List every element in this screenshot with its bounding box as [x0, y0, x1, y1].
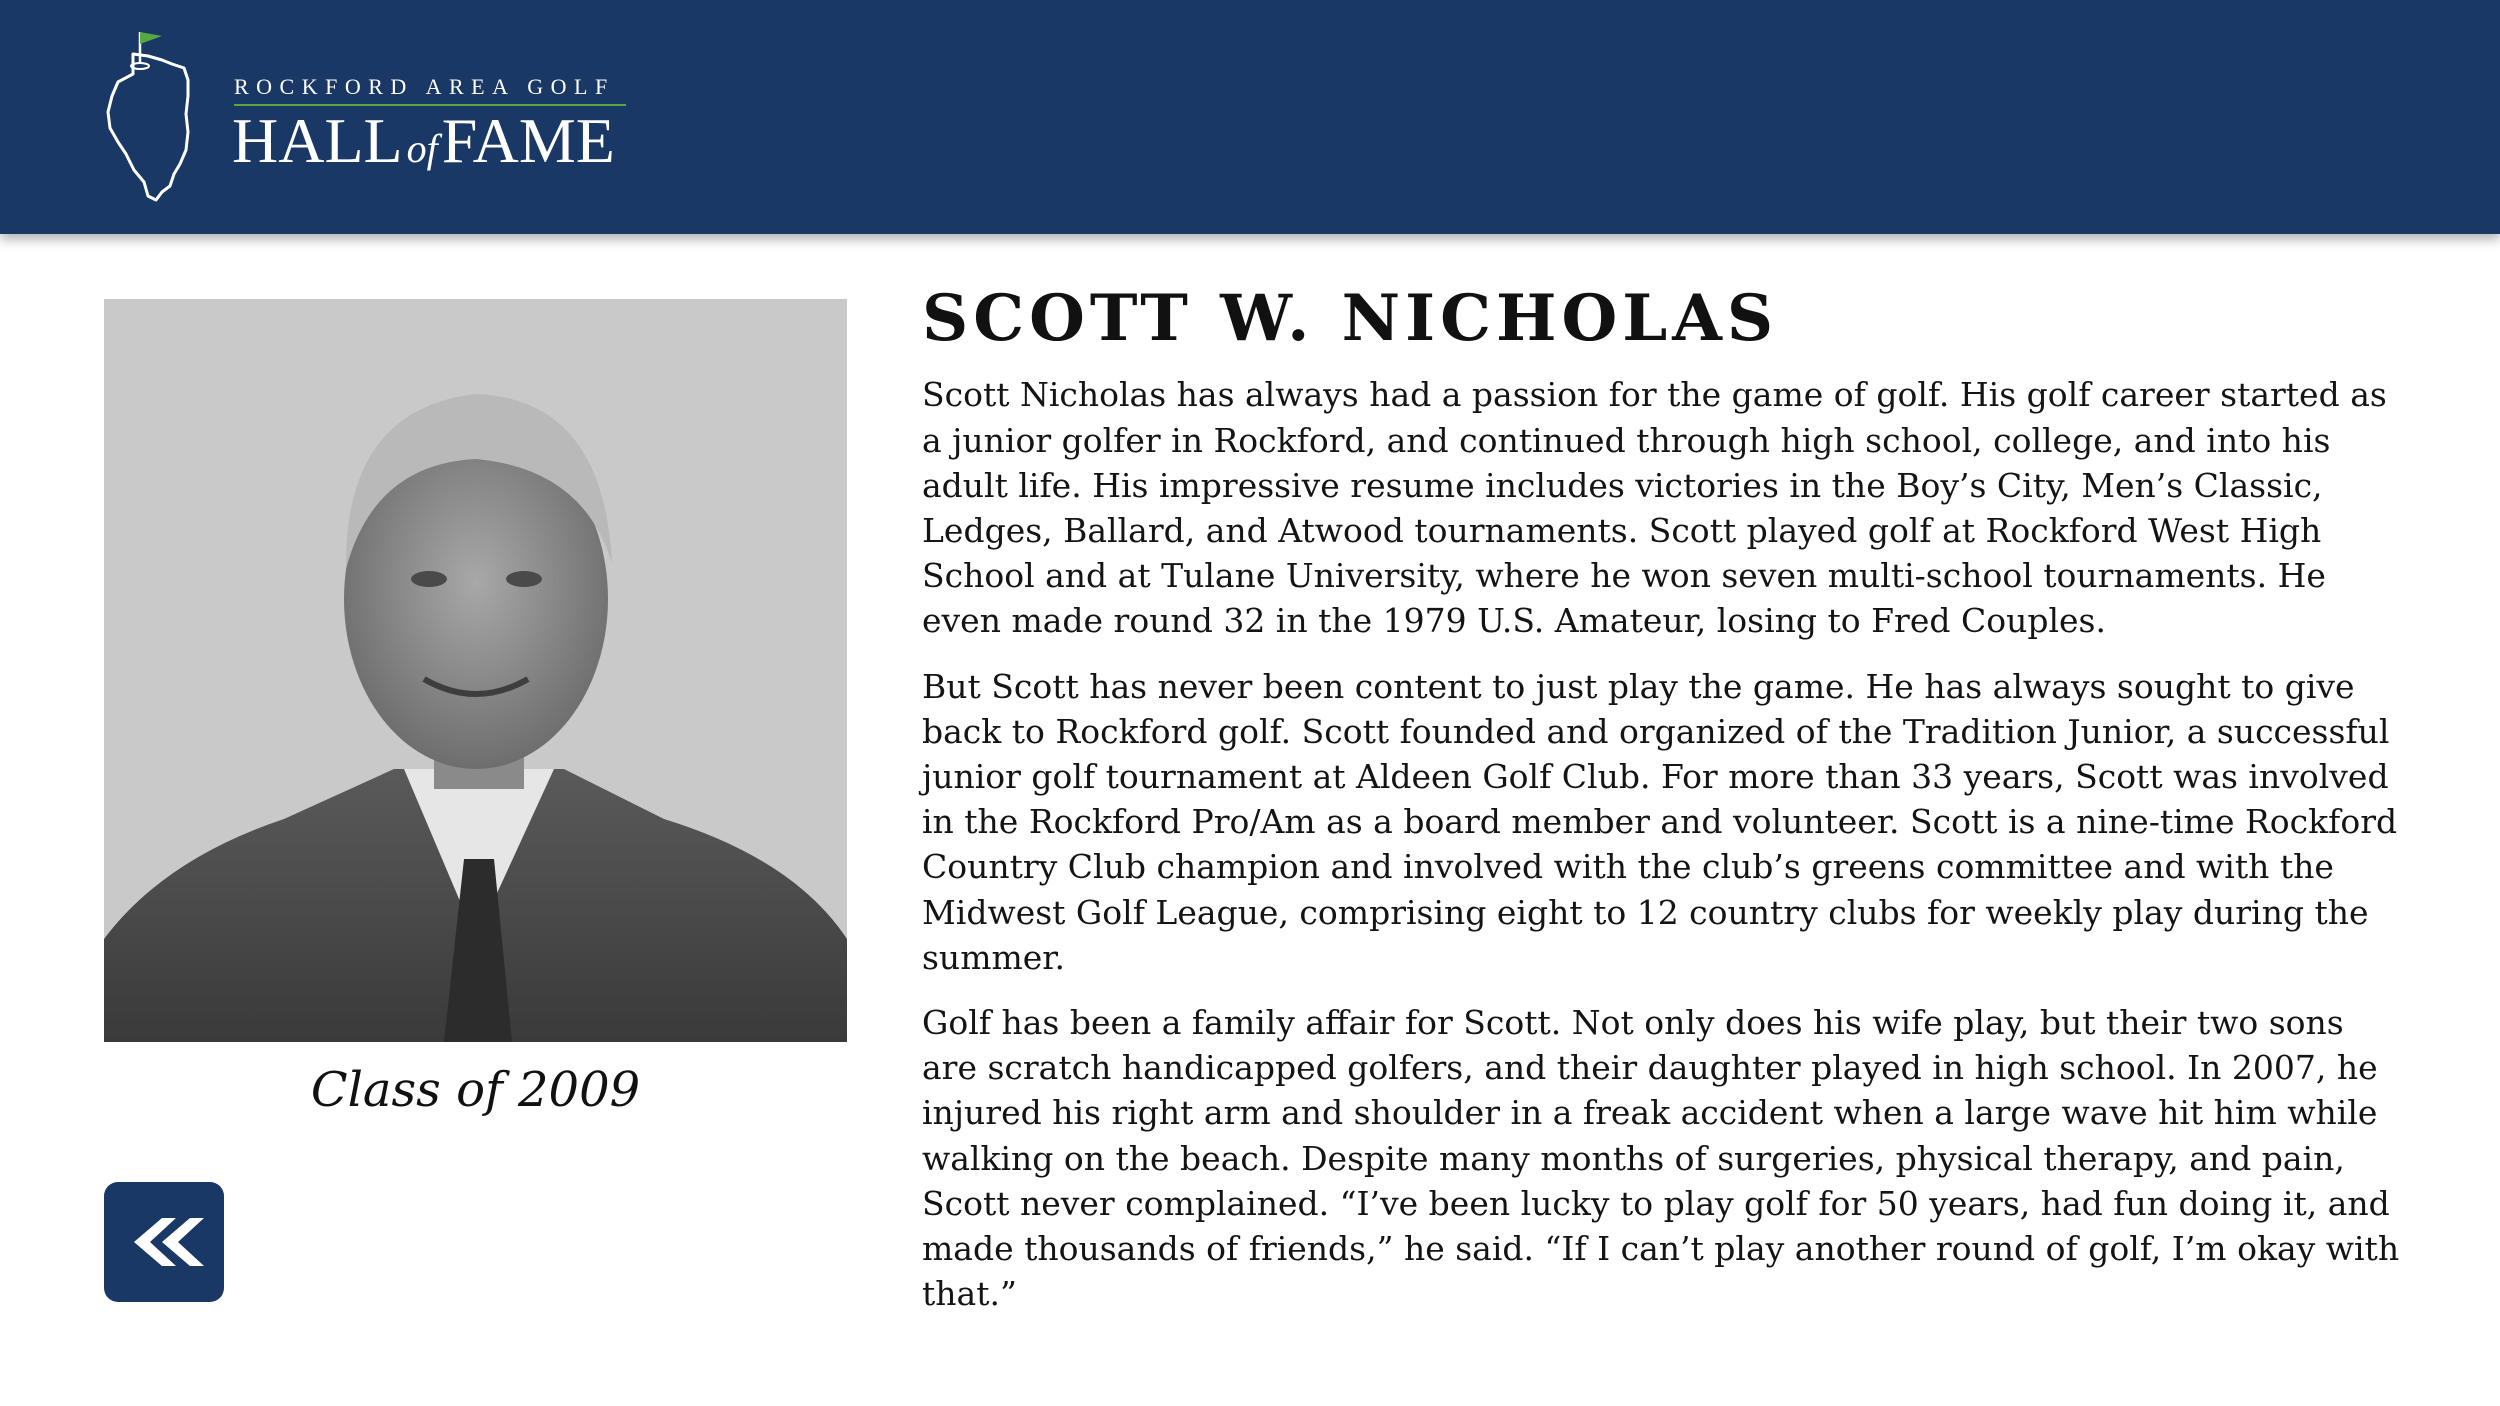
inductee-bio	[922, 372, 2402, 1316]
logo-title	[232, 106, 615, 176]
inductee-photo	[104, 299, 847, 1042]
logo-subtitle: ROCKFORD AREA GOLF	[234, 74, 615, 99]
logo-title-fame: FAME	[441, 105, 615, 176]
double-chevron-left-icon	[104, 1182, 224, 1302]
back-button[interactable]	[104, 1182, 224, 1302]
inductee-name: SCOTT W. NICHOLAS	[922, 281, 1779, 356]
inductee-profile	[922, 281, 2402, 1336]
portrait-photo	[104, 299, 847, 1042]
header-bar	[0, 0, 2500, 234]
hall-of-fame-logo	[100, 24, 660, 204]
bio-paragraph-2: But Scott has never been content to just play the game. He has always sought to give back to Rockford golf. Scott founded and organized of the Tradition Junior, a successful junior golf tournament at Aldeen Golf Club. For more than 33 years, Scott was involved in the Rockford Pro/Am as a board member and volunteer. Scott is a nine-time Rockford Country Club champion and involved with the club’s greens committee and with the Midwest Golf League, comprising eight to 12 country clubs for weekly play during the summer.	[922, 666, 2398, 977]
bio-paragraph-3: Golf has been a family affair for Scott. Not only does his wife play, but their two sons are scratch handicapped golfers, and their daughter played in high school. In 2007, he injured his right arm and shoulder in a freak accident when a large wave hit him while walking on the beach. Despite many months of surgeries, physical therapy, and pain, Scott never complained. “I’ve been lucky to play golf for 50 years, had fun doing it, and made thousands of friends,” he said. “If I can’t play another round of golf, I’m okay with that.”	[922, 1003, 2400, 1314]
logo-title-hall: HALL	[232, 105, 403, 176]
logo-title-of: of	[406, 126, 438, 171]
illinois-state-flag-icon	[100, 24, 196, 204]
induction-class-label: Class of 2009	[310, 1062, 641, 1118]
bio-paragraph-1: Scott Nicholas has always had a passion for the game of golf. His golf career started as a junior golfer in Rockford, and continued through high school, college, and into his adult life. His impressive resume includes victories in the Boy’s City, Men’s Classic, Ledges, Ballard, and Atwood tournaments. Scott played golf at Rockford West High School and at Tulane University, where he won seven multi-school tournaments. He even made round 32 in the 1979 U.S. Amateur, losing to Fred Couples.	[922, 375, 2387, 641]
